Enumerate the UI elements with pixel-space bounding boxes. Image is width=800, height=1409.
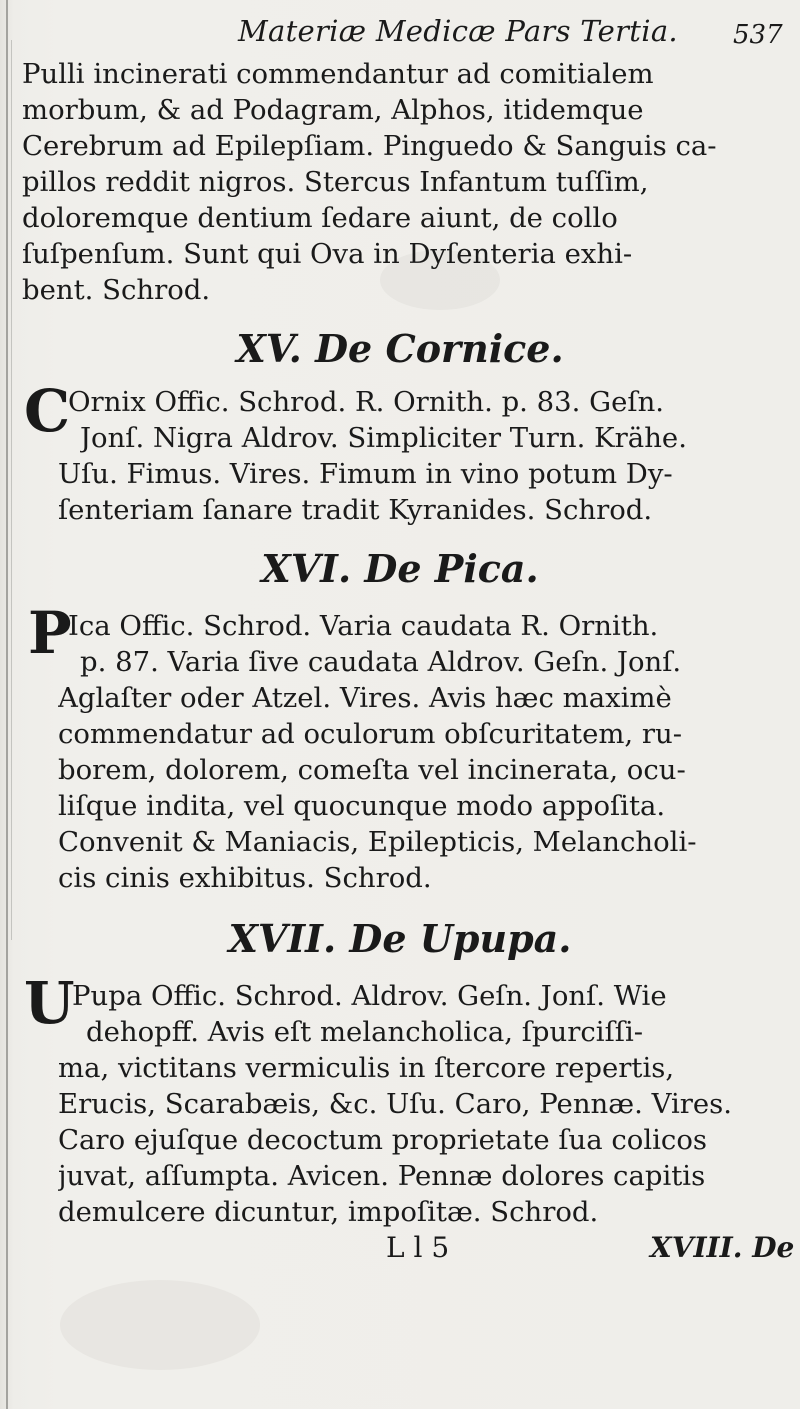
text-line: p. 87. Varia ſive caudata Aldrov. Geſn. Jonſ.: [80, 646, 682, 678]
text-line: Aglaſter oder Atzel. Vires. Avis hæc maximè: [58, 682, 672, 714]
text-line: Uſu. Fimus. Vires. Fimum in vino potum Dy-: [58, 458, 673, 490]
text-line: ma, victitans vermiculis in ſtercore repertis,: [58, 1052, 675, 1084]
text-line: Ica Offic. Schrod. Varia caudata R. Ornith.: [68, 610, 659, 642]
text-line: ſenteriam ſanare tradit Kyranides. Schrod.: [58, 494, 653, 526]
paper-stain: [60, 1280, 260, 1370]
text-line: Pulli incinerati commendantur ad comitialem: [22, 58, 654, 90]
text-line: Cerebrum ad Epilepſiam. Pinguedo & Sanguis ca-: [22, 130, 717, 162]
page-gutter-shadow: [11, 40, 12, 940]
running-head: [0, 14, 800, 50]
text-line: bent. Schrod.: [22, 274, 211, 306]
section-heading: XVI. De Pica.: [261, 546, 539, 591]
page-gutter-edge: [6, 0, 8, 1409]
drop-cap: U: [24, 969, 75, 1037]
text-line: pillos reddit nigros. Stercus Infantum tuſſim,: [22, 166, 649, 198]
section-heading: XV. De Cornice.: [236, 326, 564, 371]
text-line: Convenit & Maniacis, Epilepticis, Melancholi-: [58, 826, 697, 858]
text-line: liſque indita, vel quocunque modo appoſita.: [58, 790, 666, 822]
section-heading: XVII. De Upupa.: [228, 916, 572, 961]
text-line: ſuſpenſum. Sunt qui Ova in Dyſenteria exhi-: [22, 238, 633, 270]
text-line: borem, dolorem, comeſta vel incinerata, ocu-: [58, 754, 686, 786]
text-line: Pupa Offic. Schrod. Aldrov. Geſn. Jonſ. Wie: [72, 980, 667, 1012]
text-line: juvat, aſſumpta. Avicen. Pennæ dolores capitis: [58, 1160, 706, 1192]
running-head-title: Materiæ Medicæ Pars Tertia.: [238, 14, 678, 48]
page-number: 537: [733, 20, 783, 50]
catchword: XVIII. De: [650, 1231, 795, 1264]
drop-cap: C: [24, 377, 71, 445]
drop-cap: P: [28, 599, 72, 667]
text-line: Caro ejuſque decoctum proprietate ſua colicos: [58, 1124, 708, 1156]
text-line: cis cinis exhibitus. Schrod.: [58, 862, 432, 894]
text-line: Jonſ. Nigra Aldrov. Simpliciter Turn. Krähe.: [80, 422, 687, 454]
text-line: doloremque dentium ſedare aiunt, de collo: [22, 202, 618, 234]
text-line: Erucis, Scarabæis, &c. Uſu. Caro, Pennæ. Vires.: [58, 1088, 733, 1120]
text-line: commendatur ad oculorum obſcuritatem, ru-: [58, 718, 683, 750]
text-line: demulcere dicuntur, impoſitæ. Schrod.: [58, 1196, 599, 1228]
signature-mark: L l 5: [386, 1231, 450, 1264]
text-line: Ornix Offic. Schrod. R. Ornith. p. 83. Geſn.: [68, 386, 665, 418]
text-line: dehopff. Avis eſt melancholica, ſpurciſſi-: [86, 1016, 644, 1048]
text-line: morbum, & ad Podagram, Alphos, itidemque: [22, 94, 644, 126]
